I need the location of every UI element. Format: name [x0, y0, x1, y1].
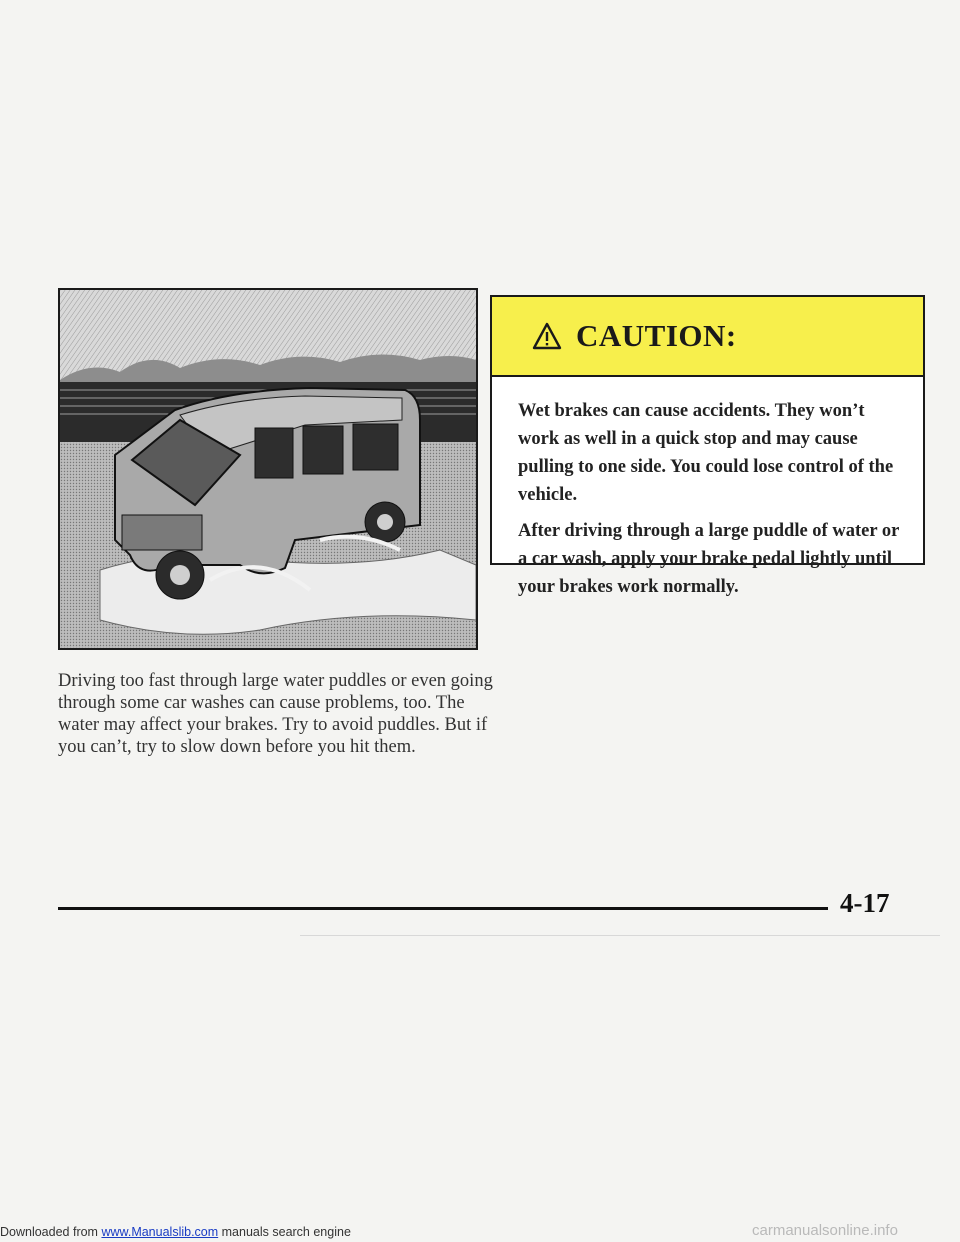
- page-number: 4-17: [840, 888, 890, 918]
- warning-triangle-icon: [532, 322, 562, 350]
- watermark: carmanualsonline.info: [752, 1222, 898, 1239]
- manualslib-link[interactable]: www.Manualslib.com: [101, 1225, 219, 1239]
- caution-header: [492, 297, 923, 377]
- caution-paragraph: After driving through a large puddle of water or a car wash, apply your brake pedal lightly until your brakes work normally.: [518, 521, 899, 597]
- page-rule: [58, 907, 828, 910]
- footer-suffix: manuals search engine: [218, 1225, 351, 1239]
- caution-paragraph: Wet brakes can cause accidents. They won’t work as well in a quick stop and may cause pulling to one side. You could lose control of the vehicle.: [518, 401, 894, 505]
- body-paragraph: Driving too fast through large water puddles or even going through some car washes can cause problems, too. The water may affect your brakes. Try to avoid puddles. But if you can’t, try to slow down before you hit them.: [58, 671, 493, 757]
- footer-prefix: Downloaded from: [0, 1225, 102, 1239]
- caution-title: CAUTION:: [576, 318, 737, 353]
- download-footer: [0, 1225, 351, 1239]
- scan-artifact-line: [300, 935, 940, 936]
- van-driving-through-puddle-illustration: [58, 288, 478, 650]
- caution-body: [492, 377, 923, 601]
- caution-box: [490, 295, 925, 597]
